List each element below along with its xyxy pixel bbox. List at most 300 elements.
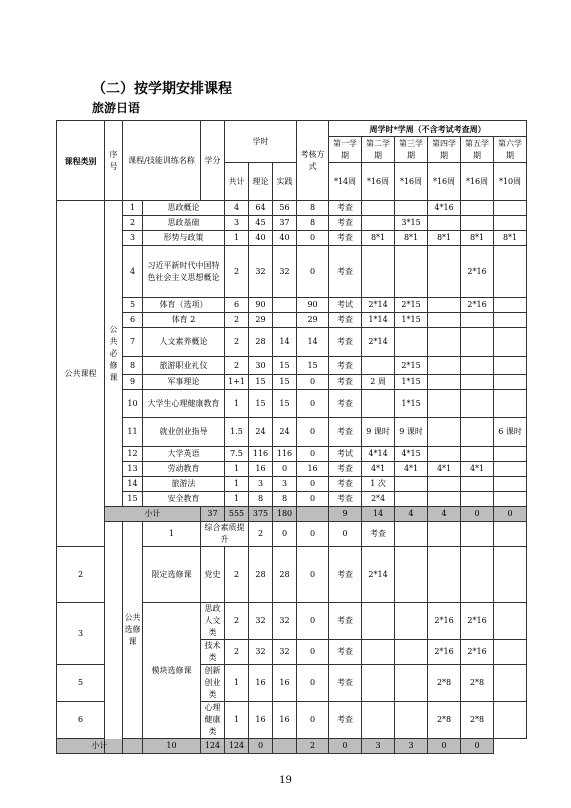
cell-s3 [428, 246, 461, 298]
cell-credit: 4 [225, 201, 249, 216]
cell-s5 [494, 298, 527, 313]
cell-course-name: 体育 2 [143, 313, 225, 328]
group-public-courses: 公共课程 [57, 201, 105, 547]
cell-seq: 9 [123, 375, 143, 390]
cell-s1: 2 周 [362, 375, 395, 390]
cell-s2: 1*15 [395, 313, 428, 328]
cell-s2 [395, 477, 428, 492]
cell-s4 [461, 357, 494, 375]
cell-s2: 1*15 [395, 390, 428, 418]
cell-total: 30 [249, 357, 273, 375]
cell-assess: 考查 [329, 328, 362, 357]
cell-credit: 10 [143, 739, 201, 754]
cell-s3 [428, 313, 461, 328]
cell-s2: 2*15 [395, 357, 428, 375]
cell-s3 [428, 477, 461, 492]
cell-theory: 56 [273, 201, 297, 216]
cell-course-name: 劳动教育 [143, 462, 225, 477]
cell-course-name: 安全教育 [143, 492, 225, 507]
cell-theory: 8 [273, 492, 297, 507]
cell-s3: 2*8 [428, 702, 461, 739]
cell-practice: 0 [329, 522, 362, 547]
cell-s1: 9 [329, 507, 362, 522]
cell-practice: 90 [297, 298, 329, 313]
cell-s2: 3*15 [395, 216, 428, 231]
header-theory: 理论 [249, 163, 273, 201]
cell-theory [273, 298, 297, 313]
cell-s3 [428, 390, 461, 418]
cell-seq: 5 [123, 298, 143, 313]
cell-seq: 5 [57, 665, 105, 702]
cell-s1 [362, 216, 395, 231]
cell-credit: 37 [201, 507, 225, 522]
cell-s3 [428, 298, 461, 313]
cell-assess: 考查 [329, 390, 362, 418]
cell-s1 [362, 640, 395, 665]
cell-practice: 0 [297, 477, 329, 492]
cell-theory: 16 [273, 702, 297, 739]
cell-total: 24 [249, 418, 273, 447]
cell-s2 [395, 665, 428, 702]
cell-s2 [395, 328, 428, 357]
cell-s4 [461, 390, 494, 418]
cell-credit: 2 [225, 603, 249, 640]
cell-total: 124 [201, 739, 225, 754]
cell-s4: 2*8 [461, 665, 494, 702]
cell-s4: 2*16 [461, 640, 494, 665]
cell-s5 [494, 390, 527, 418]
cell-total: 45 [249, 216, 273, 231]
cell-total: 3 [249, 477, 273, 492]
cell-total: 32 [249, 246, 273, 298]
cell-total: 32 [249, 603, 273, 640]
cell-theory: 24 [273, 418, 297, 447]
cell-total: 64 [249, 201, 273, 216]
cell-s5: 0 [461, 507, 494, 522]
cell-s4 [461, 477, 494, 492]
cell-practice: 16 [297, 462, 329, 477]
cell-s4: 2*16 [461, 603, 494, 640]
cell-s5 [494, 640, 527, 665]
cell-s2 [395, 702, 428, 739]
cell-practice: 0 [297, 375, 329, 390]
cell-assess: 考查 [362, 522, 395, 547]
cell-practice: 29 [297, 313, 329, 328]
table-row [57, 492, 527, 507]
cell-s3: 8*1 [428, 231, 461, 246]
cell-s4: 4 [428, 507, 461, 522]
table-row [57, 357, 527, 375]
cell-credit: 2 [249, 522, 273, 547]
cell-practice: 8 [297, 216, 329, 231]
cell-s3 [428, 375, 461, 390]
cell-assess: 考查 [329, 418, 362, 447]
cell-theory: 124 [225, 739, 249, 754]
cell-s3: 3 [362, 739, 395, 754]
cell-s4 [461, 418, 494, 447]
cell-seq: 10 [123, 390, 143, 418]
cell-practice: 180 [273, 507, 297, 522]
cell-s3: 2*8 [428, 665, 461, 702]
header-hours: 学时 [225, 121, 297, 163]
header-credit: 学分 [201, 121, 225, 201]
cell-course-name: 党史 [201, 547, 225, 603]
cell-s2: 4*15 [395, 447, 428, 462]
cell-assess: 考查 [329, 246, 362, 298]
header-weeks-6: *10周 [494, 163, 527, 201]
cell-assess: 考查 [329, 231, 362, 246]
cell-total: 8 [249, 492, 273, 507]
cell-seq: 2 [123, 216, 143, 231]
table-row [57, 418, 527, 447]
cell-theory: 15 [273, 375, 297, 390]
cell-s3 [428, 418, 461, 447]
cell-theory: 0 [273, 462, 297, 477]
cell-theory: 375 [249, 507, 273, 522]
cell-credit: 1 [225, 477, 249, 492]
cell-course-name: 思政人文类 [201, 603, 225, 640]
cell-seq: 4 [123, 246, 143, 298]
cell-assess: 考查 [329, 357, 362, 375]
cell-s2 [395, 547, 428, 603]
cell-s3 [428, 357, 461, 375]
cell-assess: 考查 [329, 477, 362, 492]
header-weeks-3: *16周 [395, 163, 428, 201]
cell-assess: 考查 [329, 492, 362, 507]
table-row [57, 462, 527, 477]
subgroup-required: 公共必修课 [105, 201, 123, 507]
cell-course-name: 大学英语 [143, 447, 225, 462]
page-number: 19 [279, 775, 292, 786]
cell-theory: 3 [273, 477, 297, 492]
cell-credit: 2 [225, 313, 249, 328]
cell-s4 [461, 216, 494, 231]
major-title: 旅游日语 [92, 101, 141, 115]
cell-practice: 0 [297, 231, 329, 246]
elective-category-blank [105, 522, 123, 754]
cell-s4 [461, 492, 494, 507]
cell-practice: 0 [297, 665, 329, 702]
cell-s2 [395, 492, 428, 507]
cell-s2: 1*15 [395, 375, 428, 390]
cell-s1: 1*14 [362, 313, 395, 328]
subtotal-label: 小计 [57, 739, 143, 754]
section-heading: （二）按学期安排课程 [92, 81, 232, 97]
cell-course-name: 思政基础 [143, 216, 225, 231]
cell-theory: 40 [273, 231, 297, 246]
cell-s5 [494, 492, 527, 507]
cell-seq: 12 [123, 447, 143, 462]
cell-assess: 考试 [329, 298, 362, 313]
cell-total: 40 [249, 231, 273, 246]
cell-course-name: 思政概论 [143, 201, 225, 216]
cell-credit: 6 [225, 298, 249, 313]
cell-course-name: 就业创业指导 [143, 418, 225, 447]
cell-s1: 2*14 [362, 328, 395, 357]
cell-s1: 8*1 [362, 231, 395, 246]
header-weeks-5: *16周 [461, 163, 494, 201]
cell-theory: 37 [273, 216, 297, 231]
cell-course-name: 综合素质提升 [201, 522, 249, 547]
cell-s4 [461, 313, 494, 328]
cell-seq: 6 [123, 313, 143, 328]
cell-assess: 考查 [329, 201, 362, 216]
cell-credit: 2 [225, 640, 249, 665]
subtotal-row [57, 739, 527, 754]
cell-s2: 0 [329, 739, 362, 754]
cell-credit: 1 [225, 231, 249, 246]
cell-seq: 8 [123, 357, 143, 375]
cell-theory: 32 [273, 640, 297, 665]
cell-total: 90 [249, 298, 273, 313]
cell-s5 [494, 477, 527, 492]
cell-course-name: 心理健康类 [201, 702, 225, 739]
cell-s5 [494, 375, 527, 390]
cell-course-name: 旅游法 [143, 477, 225, 492]
header-semester-4: 第四学期 [428, 137, 461, 163]
cell-s4: 2*8 [461, 702, 494, 739]
cell-credit: 2 [225, 357, 249, 375]
cell-credit: 1 [225, 665, 249, 702]
cell-s4: 2*16 [461, 246, 494, 298]
cell-theory: 32 [273, 603, 297, 640]
header-category: 课程类别 [57, 121, 105, 201]
cell-seq: 2 [57, 547, 105, 603]
cell-s2: 2*15 [395, 298, 428, 313]
cell-s1: 4*1 [362, 462, 395, 477]
cell-credit: 2 [225, 547, 249, 603]
cell-s2 [395, 640, 428, 665]
cell-s4 [461, 328, 494, 357]
cell-s2 [395, 201, 428, 216]
header-total: 共计 [225, 163, 249, 201]
cell-assess: 考试 [329, 447, 362, 462]
header-semester-3: 第三学期 [395, 137, 428, 163]
cell-s3: 2*16 [428, 640, 461, 665]
subgroup-elective: 公共选修课 [123, 522, 143, 739]
cell-s5 [494, 328, 527, 357]
header-weeks-1: *14周 [329, 163, 362, 201]
cell-s6: 0 [461, 739, 494, 754]
table-row [57, 522, 527, 547]
cell-total: 29 [249, 313, 273, 328]
cell-credit: 2 [225, 328, 249, 357]
cell-seq: 1 [143, 522, 201, 547]
cell-total: 28 [249, 328, 273, 357]
cell-credit: 1 [225, 390, 249, 418]
cell-s5 [494, 603, 527, 640]
cell-s2: 9 课时 [395, 418, 428, 447]
cell-s2 [395, 603, 428, 640]
cell-assess: 考查 [329, 547, 362, 603]
cell-s1 [362, 201, 395, 216]
cell-seq: 11 [123, 418, 143, 447]
cell-s4 [494, 522, 527, 547]
cell-course-name: 形势与政策 [143, 231, 225, 246]
table-row [57, 246, 527, 298]
cell-s1 [362, 246, 395, 298]
cell-s3: 4*1 [428, 462, 461, 477]
header-semester-6: 第六学期 [494, 137, 527, 163]
cell-course-name: 大学生心理健康教育 [143, 390, 225, 418]
cell-assess [297, 507, 329, 522]
cell-total: 15 [249, 375, 273, 390]
cell-theory [273, 313, 297, 328]
cell-course-name: 人文素养概论 [143, 328, 225, 357]
cell-s1 [395, 522, 428, 547]
header-weeks-4: *16周 [428, 163, 461, 201]
header-name: 课程/技能训练名称 [123, 121, 201, 201]
cell-credit: 1.5 [225, 418, 249, 447]
cell-seq: 3 [57, 603, 105, 665]
cell-s5: 0 [428, 739, 461, 754]
cell-s3 [428, 447, 461, 462]
cell-seq: 1 [123, 201, 143, 216]
table-row [57, 375, 527, 390]
cell-practice: 0 [297, 418, 329, 447]
cell-s1: 9 课时 [362, 418, 395, 447]
cell-assess [273, 739, 297, 754]
table-row [57, 313, 527, 328]
cell-assess: 考查 [329, 640, 362, 665]
cell-theory: 28 [273, 547, 297, 603]
cell-s1: 2*4 [362, 492, 395, 507]
cell-seq: 3 [123, 231, 143, 246]
cell-s2: 4*1 [395, 462, 428, 477]
cell-practice: 15 [297, 357, 329, 375]
cell-total: 32 [249, 640, 273, 665]
table-row [57, 298, 527, 313]
cell-total: 16 [249, 665, 273, 702]
cell-s4 [461, 201, 494, 216]
header-assess: 考核方式 [297, 121, 329, 201]
cell-credit: 1 [225, 702, 249, 739]
cell-s1: 4*14 [362, 447, 395, 462]
cell-course-name: 体育（选项） [143, 298, 225, 313]
cell-s5 [494, 462, 527, 477]
cell-credit: 7.5 [225, 447, 249, 462]
table-row [57, 216, 527, 231]
cell-s4: 8*1 [461, 231, 494, 246]
cell-s3 [428, 492, 461, 507]
table-row [57, 201, 527, 216]
cell-s1 [362, 357, 395, 375]
cell-s4: 3 [395, 739, 428, 754]
cell-total: 555 [225, 507, 249, 522]
header-practice: 实践 [273, 163, 297, 201]
cell-theory: 0 [297, 522, 329, 547]
cell-s3 [461, 522, 494, 547]
subtotal-row [57, 507, 527, 522]
cell-s3 [428, 328, 461, 357]
cell-s1: 2 [297, 739, 329, 754]
cell-s4: 2*16 [461, 298, 494, 313]
cell-s1: 1 次 [362, 477, 395, 492]
cell-credit: 3 [225, 216, 249, 231]
cell-s5 [494, 447, 527, 462]
table-row [57, 447, 527, 462]
cell-s1 [362, 702, 395, 739]
cell-assess: 考查 [329, 665, 362, 702]
cell-s5 [494, 357, 527, 375]
header-semester-2: 第二学期 [362, 137, 395, 163]
cell-s6: 0 [494, 507, 527, 522]
cell-practice: 0 [297, 447, 329, 462]
cell-practice: 14 [297, 328, 329, 357]
cell-module-label: 模块选修课 [143, 603, 201, 739]
cell-course-name: 习近平新时代中国特色社会主义思想概论 [143, 246, 225, 298]
cell-s2 [428, 522, 461, 547]
cell-total: 0 [273, 522, 297, 547]
cell-s3: 4*16 [428, 201, 461, 216]
cell-practice: 0 [297, 246, 329, 298]
table-row [57, 390, 527, 418]
cell-practice: 0 [297, 547, 329, 603]
cell-course-name: 旅游职业礼仪 [143, 357, 225, 375]
cell-s3: 4 [395, 507, 428, 522]
cell-seq: 15 [123, 492, 143, 507]
cell-s1 [362, 603, 395, 640]
cell-s2: 14 [362, 507, 395, 522]
cell-practice: 0 [297, 492, 329, 507]
header-weekly: 周学时*学周（不含考试考查周） [329, 121, 527, 137]
header-seq: 序号 [105, 121, 123, 201]
cell-s1: 2*14 [362, 298, 395, 313]
header-weeks-2: *16周 [362, 163, 395, 201]
cell-course-name: 军事理论 [143, 375, 225, 390]
cell-s3 [428, 547, 461, 603]
cell-assess: 考查 [329, 603, 362, 640]
course-schedule-table [56, 120, 527, 754]
cell-practice: 0 [297, 390, 329, 418]
cell-total: 16 [249, 462, 273, 477]
cell-s1 [362, 390, 395, 418]
cell-practice: 0 [297, 640, 329, 665]
cell-theory: 15 [273, 390, 297, 418]
cell-seq: 14 [123, 477, 143, 492]
cell-theory: 14 [273, 328, 297, 357]
cell-theory: 116 [273, 447, 297, 462]
subtotal-label: 小计 [105, 507, 201, 522]
cell-s5 [494, 702, 527, 739]
cell-s5 [494, 216, 527, 231]
cell-course-name: 创新创业类 [201, 665, 225, 702]
header-semester-1: 第一学期 [329, 137, 362, 163]
cell-assess: 考查 [329, 216, 362, 231]
table-row [57, 328, 527, 357]
cell-s5 [494, 313, 527, 328]
cell-credit: 2 [225, 246, 249, 298]
cell-theory: 32 [273, 246, 297, 298]
cell-s4 [461, 375, 494, 390]
cell-s2: 8*1 [395, 231, 428, 246]
cell-s3 [428, 216, 461, 231]
cell-assess: 考查 [329, 313, 362, 328]
cell-theory: 16 [273, 665, 297, 702]
cell-practice: 0 [297, 603, 329, 640]
cell-assess: 考查 [329, 375, 362, 390]
cell-s4: 4*1 [461, 462, 494, 477]
cell-credit: 1 [225, 462, 249, 477]
cell-course-name: 技术类 [201, 640, 225, 665]
cell-seq: 13 [123, 462, 143, 477]
cell-s2 [395, 246, 428, 298]
cell-s3: 2*16 [428, 603, 461, 640]
cell-s5: 8*1 [494, 231, 527, 246]
cell-s5 [494, 665, 527, 702]
cell-seq: 7 [123, 328, 143, 357]
cell-seq: 6 [57, 702, 105, 739]
